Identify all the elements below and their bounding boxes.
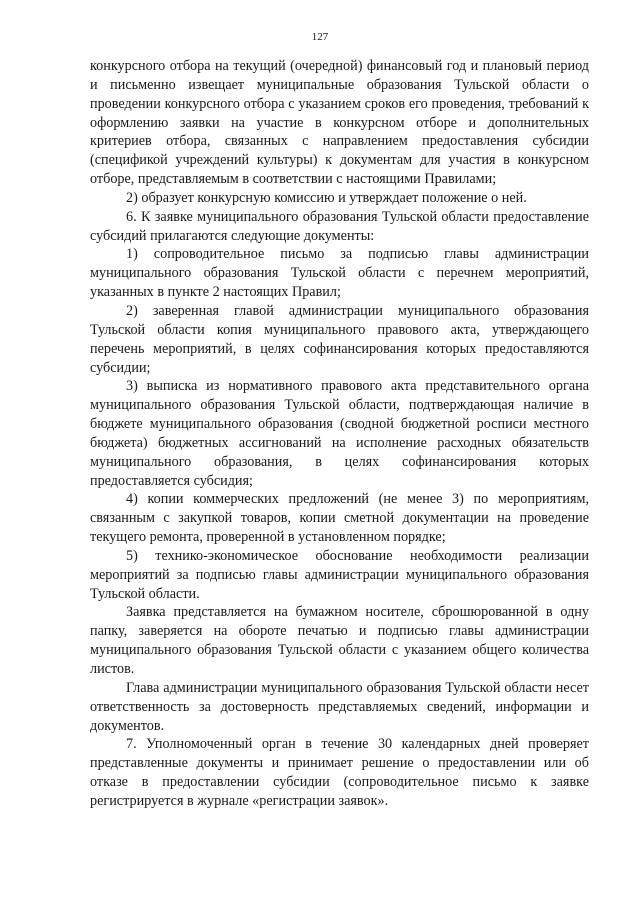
paragraph: 6. К заявке муниципального образования Тульской области предоставление субсидий прилагаются следующие документы: — [90, 208, 589, 244]
paragraph: 2) заверенная главой администрации муниципального образования Тульской области копия муниципального правового акта, утверждающего перечень мероприятий, в целях софинансирования которых предоставляются субсидии; — [90, 302, 589, 376]
paragraph: 4) копии коммерческих предложений (не менее 3) по мероприятиям, связанным с закупкой товаров, копии сметной документации на проведение текущего ремонта, проверенной в установленном порядке; — [90, 491, 589, 546]
paragraph: 3) выписка из нормативного правового акта представительного органа муниципального образования Тульской области, подтверждающая наличие в бюджете муниципального образования (сводной бюджетной росписи местного бюджета) бюджетных ассигнований на исполнение расходных обязательств муниципального образования, в целях софинансирования которых предоставляется субсидия; — [90, 378, 589, 489]
paragraph: 2) образует конкурсную комиссию и утверждает положение о ней. — [126, 189, 527, 206]
paragraph: Глава администрации муниципального образования Тульской области несет ответственность за достоверность представляемых сведений, информации и документов. — [90, 679, 589, 734]
paragraph: Заявка представляется на бумажном носителе, сброшюрованной в одну папку, заверяется на обороте печатью и подписью главы администрации муниципального образования Тульской области с указанием общего количества листов. — [90, 604, 589, 677]
paragraph: 7. Уполномоченный орган в течение 30 календарных дней проверяет представленные документы и принимает решение о предоставлении или об отказе в предоставлении субсидии (сопроводительное письмо к заявке регистрируется в журнале «регистрации заявок». — [90, 736, 589, 809]
paragraph: 5) технико-экономическое обоснование необходимости реализации мероприятий за подписью главы администрации муниципального образования Тульской области. — [90, 547, 589, 602]
document-body — [90, 57, 589, 811]
paragraph: конкурсного отбора на текущий (очередной) финансовый год и плановый период и письменно извещает муниципальные образования Тульской области о проведении конкурсного отбора с указанием сроков его проведения, требований к оформлению заявки на участие в конкурсном отборе и дополнительных критериев отбора, связанных с направлением предоставления субсидии (спецификой учреждений культуры) к документам для участия в конкурсном отборе, представляемым в соответствии с настоящими Правилами; — [90, 58, 589, 188]
paragraph: 1) сопроводительное письмо за подписью главы администрации муниципального образования Тульской области с перечнем мероприятий, указанных в пункте 2 настоящих Правил; — [90, 246, 589, 301]
page-number: 127 — [311, 31, 329, 43]
